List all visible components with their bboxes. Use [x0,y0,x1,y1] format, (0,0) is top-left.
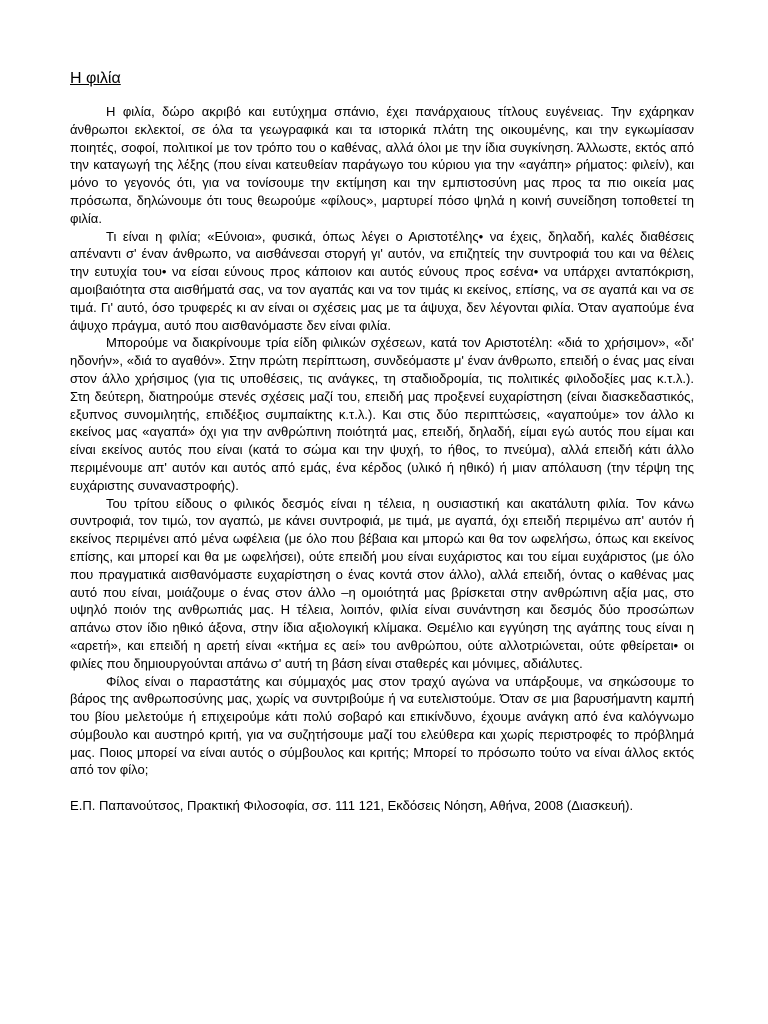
paragraph-5: Φίλος είναι ο παραστάτης και σύμμαχός μας στον τραχύ αγώνα να υπάρξουμε, να σηκώσουμε το βάρος της ανθρωποσύνης μας, χωρίς να συντριβούμε ή να ευτελιστούμε. Όταν σε μια βαρυσήμαντη καμπή του βίου μελετούμε ή επιχειρούμε κάτι πολύ σοβαρό και επικίνδυνο, έχουμε ανάγκη από ένα καλόγνωμο σύμβουλο και αυστηρό κριτή, για να συζητήσουμε μαζί του ελεύθερα και χωρίς περιστροφές το πρόβλημά μας. Ποιος μπορεί να είναι αυτός ο σύμβουλος και κριτής; Μπορεί το πρόσωπο τούτο να είναι άλλος εκτός από τον φίλο; [70,673,694,778]
document-title: Η φιλία [70,70,121,87]
source-citation: Ε.Π. Παπανούτσος, Πρακτική Φιλοσοφία, σσ. 111 121, Εκδόσεις Νόηση, Αθήνα, 2008 (Διασκευή). [70,798,634,814]
paragraph-4: Του τρίτου είδους ο φιλικός δεσμός είναι η τέλεια, η ουσιαστική και ακατάλυτη φιλία. Τον κάνω συντροφιά, τον τιμώ, τον αγαπώ, με κάνει συντροφιά, με τιμά, με αγαπά, όχι επειδή περιμένω απ' αυτόν ή εκείνος περιμένει από μένα ωφέλεια (με όλο που βέβαια και μπορώ και θα τον ωφελήσω, όπως και εκείνος επίσης, και μπορεί και θα με ωφελήσει), ούτε επειδή μου είναι ευχάριστος και του είμαι ευχάριστος (με όλο που πραγματικά αισθανόμαστε ευχαρίστηση ο ένας κοντά στον άλλο), αλλά επειδή, όντας ο καθένας μας αυτό που είναι, μοιάζουμε ο ένας στον άλλο –η ομοιότητά μας βρίσκεται στην ανθρώπινη αξία μας, στο υψηλό ποιόν της ανθρωπιάς μας. Η τέλεια, λοιπόν, φιλία είναι συνάντηση και δεσμός δύο προσώπων απάνω στον ίδιο ηθικό άξονα, στην ίδια αξιολογική κλίμακα. Θεμέλιο και εγγύηση της αγάπης τους είναι η «αρετή», και επειδή η αρετή είναι «κτήμα ες αεί» του ανθρώπου, ούτε αλλοτριώνεται, ούτε φθείρεται• οι φιλίες που δημιουργούνται απάνω σ' αυτή τη βάση είναι σταθερές και μόνιμες, αδιάλυτες. [70,495,694,671]
document-page [70,68,694,815]
paragraph-3: Μπορούμε να διακρίνουμε τρία είδη φιλικών σχέσεων, κατά τον Αριστοτέλη: «διά το χρήσιμον», «δι' ηδονήν», «διά το αγαθόν». Στην πρώτη περίπτωση, συνδεόμαστε μ' έναν άνθρωπο, επειδή ο ένας μας είναι στον άλλο χρήσιμος (για τις υποθέσεις, τις ανάγκες, τη σταδιοδρομία, τις πολιτικές φιλοδοξίες μας κ.τ.λ.). Στη δεύτερη, διατηρούμε στενές σχέσεις μαζί του, επειδή μας προξενεί ευχαρίστηση (είναι διασκεδαστικός, εξυπνος συνομιλητής, επιδέξιος συμπαίκτης κ.τ.λ.). Και στις δύο περιπτώσεις, «αγαπούμε» τον άλλο κι εκείνος μας «αγαπά» όχι για την ανθρώπινη ποιότητά μας, επειδή, δηλαδή, είμαι εγώ αυτός που είμαι και είναι εκείνος αυτός που είναι (κατά το σώμα και την ψυχή, το ήθος, το πνεύμα), αλλά επειδή κάτι άλλο περιμένουμε απ' αυτόν και αυτός από εμάς, ένα κέρδος (υλικό ή ηθικό) ή μιαν απόλαυση (την τέρψη της ευχάριστης συναναστροφής). [70,335,694,493]
paragraph-1: Η φιλία, δώρο ακριβό και ευτύχημα σπάνιο, έχει πανάρχαιους τίτλους ευγένειας. Την εχάρηκαν άνθρωποι εκλεκτοί, σε όλα τα γεωγραφικά και τα ιστορικά πλάτη της οικουμένης, και την εγκωμίασαν ποιητές, σοφοί, πολιτικοί με τον τρόπο του ο καθένας, αλλά όλοι με την ίδια συγκίνηση. Άλλωστε, εκτός από την καταγωγή της λέξης (που είναι κατευθείαν παράγωγο του κύριου για την «αγάπη» ρήματος: φιλείν), και μόνο το γεγονός ότι, για να τονίσουμε την εκτίμηση και την εμπιστοσύνη μας προς τα πιο οικεία μας πρόσωπα, δηλώνουμε ότι τους θεωρούμε «φίλους», μαρτυρεί πόσο ψηλά η κοινή συνείδηση τοποθετεί τη φιλία. [70,104,694,226]
paragraph-2: Τι είναι η φιλία; «Εύνοια», φυσικά, όπως λέγει ο Αριστοτέλης• να έχεις, δηλαδή, καλές διαθέσεις απέναντι σ' έναν άνθρωπο, να αισθάνεσαι στοργή γι' αυτόν, να επιζητείς την συντροφιά του και να θέλεις την ευτυχία του• να είσαι εύνους προς κάποιον και αυτός εύνους προς εσένα• να υπάρχει ανταπόκριση, αμοιβαιότητα στα αισθήματά σας, να τον αγαπάς και να τον τιμάς κι εκείνος, επίσης, να σε αγαπά και να σε τιμά. Γι' αυτό, όσο τρυφερές κι αν είναι οι σχέσεις μας με τα άψυχα, δεν λέγονται φιλία. Όταν αγαπούμε ένα άψυχο πράγμα, αυτό που αισθανόμαστε δεν είναι φιλία. [70,228,694,333]
